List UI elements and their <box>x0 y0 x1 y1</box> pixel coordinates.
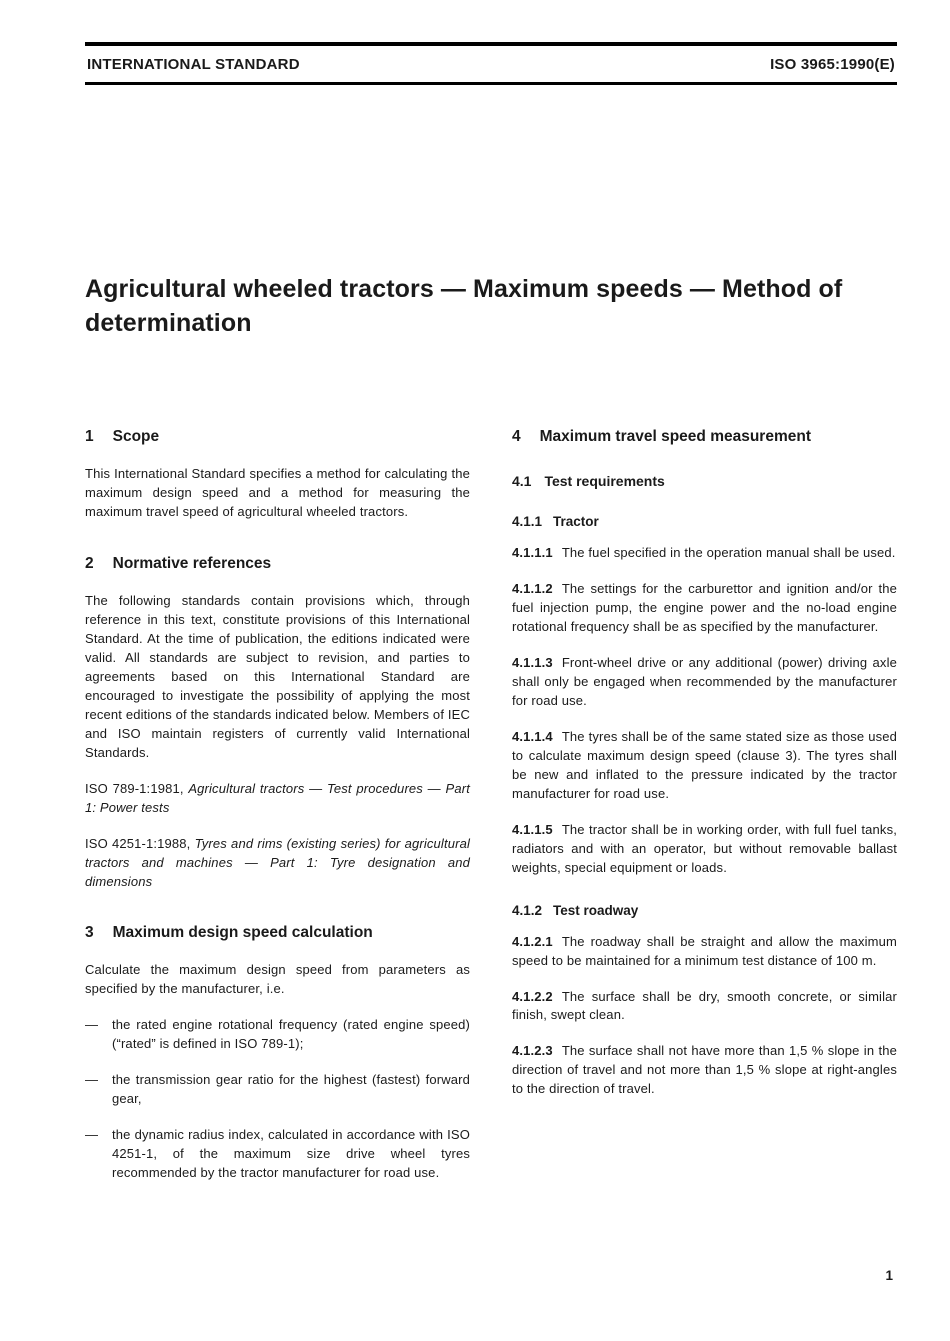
section-title: Tractor <box>553 514 599 529</box>
clause-text: The settings for the carburettor and ignition and/or the fuel injection pump, the engine power and the no-load engine rotational frequency shall be as specified by the manufacturer. <box>512 580 897 634</box>
clause-text: The tractor shall be in working order, with full fuel tanks, radiators and with an operator, but without removable ballast weights, special equipment or loads. <box>512 821 897 875</box>
list-item-text: the rated engine rotational frequency (rated engine speed) (“rated” is defined in ISO 789-1); <box>112 1017 470 1052</box>
dash-marker: — <box>85 1127 99 1143</box>
section-number: 4.1.2 <box>512 902 543 918</box>
dash-list-item <box>85 1071 470 1109</box>
normative-reference <box>85 835 470 892</box>
reference-title: Tyres and rims (existing series) for agricultural tractors and machines — Part 1: Tyre designation and dimensions <box>85 835 470 889</box>
section-number: 4.1 <box>512 473 532 489</box>
paragraph: This International Standard specifies a method for calculating the maximum design speed and a method for measuring the maximum travel speed of agricultural wheeled tractors. <box>85 466 470 519</box>
clause-text: Front-wheel drive or any additional (power) driving axle shall only be engaged when recommended by the manufacturer for road use. <box>512 654 897 708</box>
clause-4.1.2.1 <box>512 933 897 971</box>
section-heading-4.1.2 <box>512 903 897 918</box>
clause-text: The fuel specified in the operation manual shall be used. <box>561 545 896 560</box>
left-column <box>85 428 470 1200</box>
section-heading-4.1.1 <box>512 514 897 529</box>
header-standard-number: ISO 3965:1990(E) <box>770 56 895 73</box>
clause-4.1.1.3 <box>512 654 897 711</box>
clause-number: 4.1.2.2 <box>512 988 553 1004</box>
clause-4.1.1.1 <box>512 544 897 563</box>
header-left-label: INTERNATIONAL STANDARD <box>87 56 300 73</box>
clause-4.1.1.2 <box>512 580 897 637</box>
section-title: Maximum travel speed measurement <box>539 428 811 445</box>
reference-designation: ISO 4251-1:1988, <box>85 835 195 851</box>
paragraph: Calculate the maximum design speed from parameters as specified by the manufacturer, i.e. <box>85 962 470 997</box>
section-heading-4 <box>512 428 897 446</box>
section-number: 4 <box>512 428 521 445</box>
document-title: Agricultural wheeled tractors — Maximum speeds — Method of determination <box>85 275 843 337</box>
section-heading-1 <box>85 428 470 446</box>
section-number: 1 <box>85 428 94 445</box>
dash-marker: — <box>85 1017 99 1033</box>
section-number: 3 <box>85 924 94 942</box>
section-number: 4.1.1 <box>512 514 543 529</box>
section-title: Normative references <box>112 554 272 572</box>
right-column <box>512 428 897 1200</box>
section-heading-2 <box>85 555 470 573</box>
paragraph: The following standards contain provisions which, through reference in this text, constitute provisions of this International Standard. At the time of publication, the editions indicated were valid. All standards are subject to revision, and parties to agreements based on this International Standard are encouraged to investigate the possibility of applying the most recent editions of the standards indicated below. Members of IEC and ISO maintain registers of currently valid International Standards. <box>85 592 470 760</box>
page-header <box>85 46 897 82</box>
clause-number: 4.1.2.3 <box>512 1043 553 1059</box>
clause-number: 4.1.2.1 <box>512 933 553 949</box>
section-heading-3 <box>85 924 470 942</box>
clause-text: The tyres shall be of the same stated size as those used to calculate maximum design speed (clause 3). The tyres shall be new and inflated to the pressure indicated by the tractor manufacturer for road use. <box>512 728 897 801</box>
clause-4.1.2.2 <box>512 988 897 1026</box>
list-item-text: the dynamic radius index, calculated in accordance with ISO 4251-1, of the maximum size drive wheel tyres recommended by the tractor manufacturer for road use. <box>112 1127 470 1181</box>
clause-number: 4.1.1.3 <box>512 654 553 670</box>
normative-reference <box>85 780 470 818</box>
clause-number: 4.1.1.1 <box>512 545 553 560</box>
section-title: Test requirements <box>544 473 665 489</box>
section-title: Scope <box>112 428 160 445</box>
clause-text: The surface shall not have more than 1,5 % slope in the direction of travel and not more than 1,5 % slope at right-angles to the direction of travel. <box>512 1043 897 1097</box>
section-title: Test roadway <box>553 902 639 918</box>
clause-4.1.2.3 <box>512 1042 897 1099</box>
clause-number: 4.1.1.5 <box>512 821 553 837</box>
clause-4.1.1.5 <box>512 821 897 878</box>
two-column-body <box>85 428 897 1200</box>
header-rule-bottom <box>85 82 897 85</box>
dash-marker: — <box>85 1072 99 1088</box>
clause-number: 4.1.1.4 <box>512 728 553 744</box>
clause-number: 4.1.1.2 <box>512 580 553 596</box>
list-item-text: the transmission gear ratio for the highest (fastest) forward gear, <box>112 1072 470 1107</box>
reference-designation: ISO 789-1:1981, <box>85 780 189 796</box>
clause-4.1.1.4 <box>512 728 897 804</box>
clause-text: The roadway shall be straight and allow the maximum speed to be maintained for a minimum test distance of 100 m. <box>512 933 897 968</box>
dash-list-item <box>85 1016 470 1054</box>
section-heading-4.1 <box>512 473 897 489</box>
clause-text: The surface shall be dry, smooth concrete, or similar finish, swept clean. <box>512 988 897 1023</box>
page-number: 1 <box>885 1268 893 1283</box>
reference-title: Agricultural tractors — Test procedures — Part 1: Power tests <box>85 780 470 815</box>
section-title: Maximum design speed calculation <box>112 924 373 942</box>
dash-list-item <box>85 1126 470 1183</box>
section-number: 2 <box>85 554 94 572</box>
